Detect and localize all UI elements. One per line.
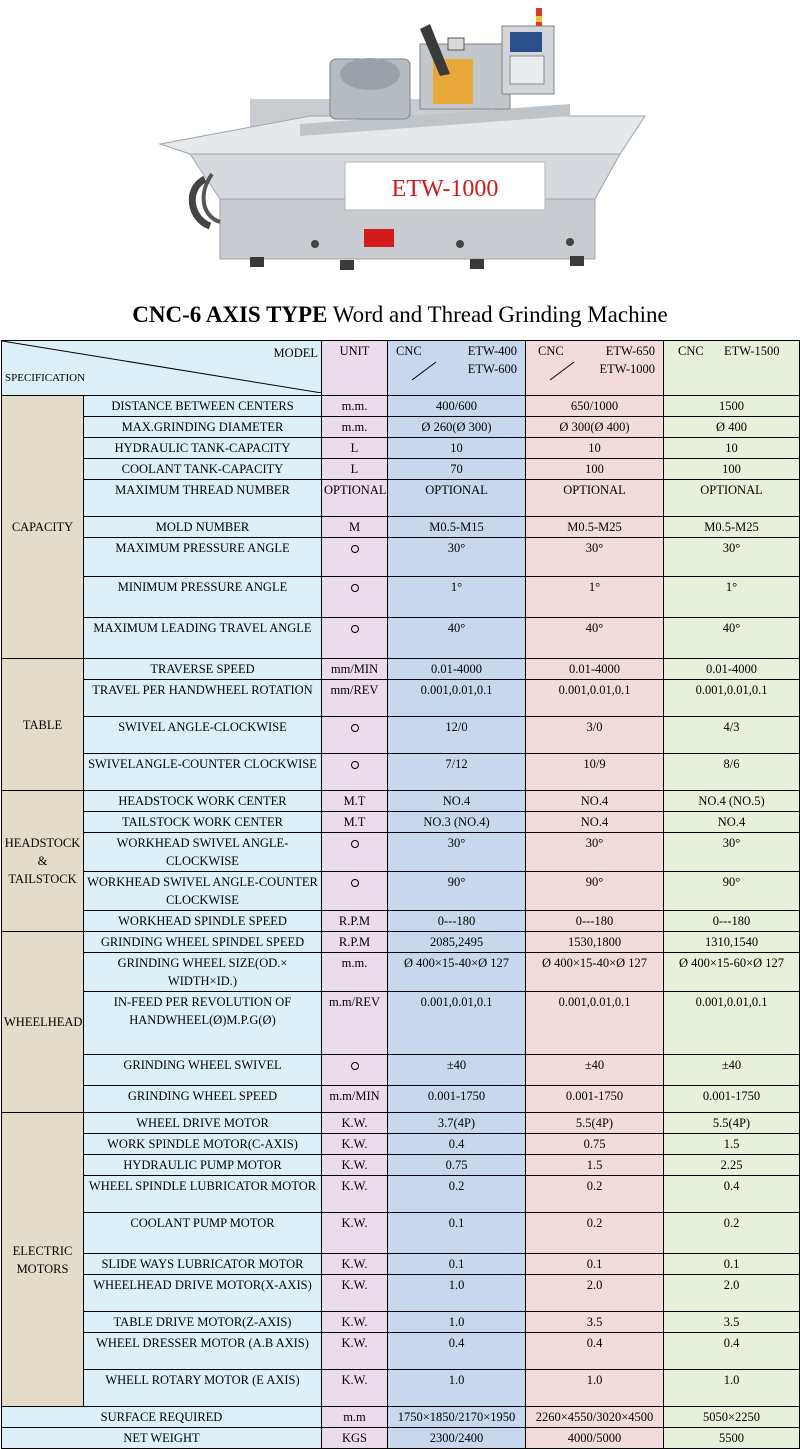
value-cell: 0.001,0.01,0.1 xyxy=(664,680,800,717)
value-cell: 100 xyxy=(664,459,800,480)
spec-item: TAILSTOCK WORK CENTER xyxy=(84,812,322,833)
unit-cell xyxy=(322,754,388,791)
value-cell: ±40 xyxy=(388,1055,526,1086)
model-3-header xyxy=(664,341,800,396)
unit-cell: K.W. xyxy=(322,1155,388,1176)
value-cell: 0.01-4000 xyxy=(664,659,800,680)
value-cell: 0.75 xyxy=(388,1155,526,1176)
title-bold: CNC-6 AXIS TYPE xyxy=(132,302,328,327)
table-row xyxy=(2,459,800,480)
value-cell: 100 xyxy=(526,459,664,480)
value-cell: 650/1000 xyxy=(526,396,664,417)
value-cell: 10 xyxy=(526,438,664,459)
value-cell: 7/12 xyxy=(388,754,526,791)
table-row xyxy=(2,517,800,538)
unit-cell: R.P.M xyxy=(322,932,388,953)
value-cell: 0.01-4000 xyxy=(526,659,664,680)
unit-cell: K.W. xyxy=(322,1113,388,1134)
value-cell: 1.0 xyxy=(388,1312,526,1333)
value-cell: 90° xyxy=(388,872,526,911)
spec-item: GRINDING WHEEL SWIVEL xyxy=(84,1055,322,1086)
unit-cell: mm/MIN xyxy=(322,659,388,680)
spec-item: GRINDING WHEEL SPEED xyxy=(84,1086,322,1113)
table-row xyxy=(2,396,800,417)
spec-item: WORK SPINDLE MOTOR(C-AXIS) xyxy=(84,1134,322,1155)
value-cell: 3.7(4P) xyxy=(388,1113,526,1134)
model-1-header xyxy=(388,341,526,396)
table-row xyxy=(2,1213,800,1254)
spec-item: MAXIMUM THREAD NUMBER xyxy=(84,480,322,517)
unit-cell: K.W. xyxy=(322,1134,388,1155)
table-row xyxy=(2,1155,800,1176)
value-cell: 2.25 xyxy=(664,1155,800,1176)
table-row xyxy=(2,1055,800,1086)
spec-item: WORKHEAD SPINDLE SPEED xyxy=(84,911,322,932)
value-cell: NO.4 xyxy=(388,791,526,812)
spec-item: HEADSTOCK WORK CENTER xyxy=(84,791,322,812)
spec-item: WHEEL SPINDLE LUBRICATOR MOTOR xyxy=(84,1176,322,1213)
value-cell: 90° xyxy=(664,872,800,911)
unit-cell: m.m. xyxy=(322,417,388,438)
value-cell: 1.0 xyxy=(388,1370,526,1407)
value-cell: 2300/2400 xyxy=(388,1428,526,1449)
unit-cell xyxy=(322,872,388,911)
spec-item: NET WEIGHT xyxy=(2,1428,322,1449)
table-row xyxy=(2,833,800,872)
table-row xyxy=(2,1113,800,1134)
value-cell: 1° xyxy=(388,577,526,618)
degree-circle-icon xyxy=(351,545,359,553)
value-cell: 0.01-4000 xyxy=(388,659,526,680)
value-cell: 0---180 xyxy=(526,911,664,932)
degree-circle-icon xyxy=(351,879,359,887)
value-cell: 1.0 xyxy=(526,1370,664,1407)
value-cell: 0.1 xyxy=(388,1213,526,1254)
table-row xyxy=(2,1407,800,1428)
spec-item: COOLANT TANK-CAPACITY xyxy=(84,459,322,480)
value-cell: 0.2 xyxy=(526,1213,664,1254)
value-cell: Ø 400 xyxy=(664,417,800,438)
table-row xyxy=(2,1254,800,1275)
title-rest: Word and Thread Grinding Machine xyxy=(327,302,668,327)
value-cell: 90° xyxy=(526,872,664,911)
section-label: WHEELHEAD xyxy=(2,932,84,1113)
model-name: ETW-1500 xyxy=(724,344,780,358)
value-cell: 0.001,0.01,0.1 xyxy=(388,992,526,1055)
model-name: ETW-650 xyxy=(605,344,655,358)
value-cell: 3/0 xyxy=(526,717,664,754)
value-cell: 1.0 xyxy=(664,1370,800,1407)
value-cell: ±40 xyxy=(526,1055,664,1086)
table-row xyxy=(2,1333,800,1370)
value-cell: 0.001-1750 xyxy=(526,1086,664,1113)
value-cell: 1750×1850/2170×1950 xyxy=(388,1407,526,1428)
value-cell: 12/0 xyxy=(388,717,526,754)
spec-table xyxy=(1,340,800,1449)
table-row xyxy=(2,480,800,517)
value-cell: 1530,1800 xyxy=(526,932,664,953)
value-cell: NO.4 xyxy=(664,812,800,833)
value-cell: 10 xyxy=(388,438,526,459)
table-row xyxy=(2,872,800,911)
value-cell: 30° xyxy=(388,833,526,872)
value-cell: 70 xyxy=(388,459,526,480)
spec-item: COOLANT PUMP MOTOR xyxy=(84,1213,322,1254)
unit-cell: R.P.M xyxy=(322,911,388,932)
spec-item: SURFACE REQUIRED xyxy=(2,1407,322,1428)
value-cell: 5500 xyxy=(664,1428,800,1449)
spec-item: WHELL ROTARY MOTOR (E AXIS) xyxy=(84,1370,322,1407)
value-cell: 2.0 xyxy=(664,1275,800,1312)
degree-circle-icon xyxy=(351,840,359,848)
value-cell: 0.1 xyxy=(526,1254,664,1275)
unit-cell xyxy=(322,717,388,754)
unit-cell: K.W. xyxy=(322,1275,388,1312)
unit-cell: K.W. xyxy=(322,1312,388,1333)
cnc-label: CNC xyxy=(538,344,564,358)
cnc-label: CNC xyxy=(678,344,704,358)
unit-cell: K.W. xyxy=(322,1254,388,1275)
value-cell: 40° xyxy=(388,618,526,659)
table-row xyxy=(2,538,800,577)
unit-cell xyxy=(322,1055,388,1086)
value-cell: 0---180 xyxy=(664,911,800,932)
degree-circle-icon xyxy=(351,625,359,633)
unit-cell: m.m. xyxy=(322,953,388,992)
unit-cell: M.T xyxy=(322,791,388,812)
value-cell: 30° xyxy=(664,833,800,872)
spec-item: MAXIMUM LEADING TRAVEL ANGLE xyxy=(84,618,322,659)
value-cell: 30° xyxy=(388,538,526,577)
table-row xyxy=(2,1275,800,1312)
spec-item: SWIVELANGLE-COUNTER CLOCKWISE xyxy=(84,754,322,791)
value-cell: M0.5-M25 xyxy=(664,517,800,538)
unit-cell: m.m xyxy=(322,1407,388,1428)
value-cell: 30° xyxy=(526,538,664,577)
unit-cell: m.m/MIN xyxy=(322,1086,388,1113)
value-cell: 0.001,0.01,0.1 xyxy=(388,680,526,717)
header-row xyxy=(2,341,800,396)
value-cell: Ø 260(Ø 300) xyxy=(388,417,526,438)
degree-circle-icon xyxy=(351,584,359,592)
spec-item: MINIMUM PRESSURE ANGLE xyxy=(84,577,322,618)
table-row xyxy=(2,1086,800,1113)
value-cell: Ø 400×15-60×Ø 127 xyxy=(664,953,800,992)
value-cell: NO.3 (NO.4) xyxy=(388,812,526,833)
table-row xyxy=(2,992,800,1055)
value-cell: M0.5-M15 xyxy=(388,517,526,538)
value-cell: Ø 400×15-40×Ø 127 xyxy=(388,953,526,992)
unit-cell: K.W. xyxy=(322,1370,388,1407)
value-cell: 1° xyxy=(526,577,664,618)
model-name: ETW-1000 xyxy=(599,362,655,376)
table-row xyxy=(2,618,800,659)
model-label: MODEL xyxy=(273,346,318,360)
value-cell: 0.2 xyxy=(526,1176,664,1213)
table-row xyxy=(2,1312,800,1333)
unit-cell xyxy=(322,618,388,659)
value-cell: 10/9 xyxy=(526,754,664,791)
value-cell: 0.1 xyxy=(664,1254,800,1275)
degree-circle-icon xyxy=(351,761,359,769)
model-name: ETW-400 xyxy=(467,344,517,358)
value-cell: NO.4 xyxy=(526,812,664,833)
degree-circle-icon xyxy=(351,1062,359,1070)
table-row xyxy=(2,717,800,754)
value-cell: 30° xyxy=(664,538,800,577)
value-cell: 2260×4550/3020×4500 xyxy=(526,1407,664,1428)
value-cell: 0.2 xyxy=(388,1176,526,1213)
unit-cell xyxy=(322,538,388,577)
value-cell: 8/6 xyxy=(664,754,800,791)
table-row xyxy=(2,932,800,953)
value-cell: OPTIONAL xyxy=(526,480,664,517)
value-cell: 0.001,0.01,0.1 xyxy=(526,992,664,1055)
value-cell: 3.5 xyxy=(664,1312,800,1333)
model-2-header xyxy=(526,341,664,396)
machine-photo xyxy=(150,4,650,289)
spec-item: TRAVERSE SPEED xyxy=(84,659,322,680)
value-cell: 5.5(4P) xyxy=(664,1113,800,1134)
value-cell: 0.1 xyxy=(388,1254,526,1275)
value-cell: Ø 300(Ø 400) xyxy=(526,417,664,438)
value-cell: 0.2 xyxy=(664,1213,800,1254)
unit-cell: K.W. xyxy=(322,1333,388,1370)
unit-cell: K.W. xyxy=(322,1176,388,1213)
spec-item: MAXIMUM PRESSURE ANGLE xyxy=(84,538,322,577)
unit-cell: M xyxy=(322,517,388,538)
value-cell: 40° xyxy=(526,618,664,659)
spec-label: SPECIFICATION xyxy=(5,372,86,384)
value-cell: 5.5(4P) xyxy=(526,1113,664,1134)
value-cell: 0.4 xyxy=(388,1333,526,1370)
spec-item: WHEEL DRESSER MOTOR (A.B AXIS) xyxy=(84,1333,322,1370)
table-row xyxy=(2,1428,800,1449)
unit-cell: m.m/REV xyxy=(322,992,388,1055)
value-cell: 2085,2495 xyxy=(388,932,526,953)
value-cell: Ø 400×15-40×Ø 127 xyxy=(526,953,664,992)
table-row xyxy=(2,417,800,438)
value-cell: 0.4 xyxy=(526,1333,664,1370)
value-cell: OPTIONAL xyxy=(388,480,526,517)
degree-circle-icon xyxy=(351,724,359,732)
spec-item: WORKHEAD SWIVEL ANGLE-COUNTER CLOCKWISE xyxy=(84,872,322,911)
spec-item: HYDRAULIC PUMP MOTOR xyxy=(84,1155,322,1176)
value-cell: 1310,1540 xyxy=(664,932,800,953)
spec-item: MOLD NUMBER xyxy=(84,517,322,538)
value-cell: 4/3 xyxy=(664,717,800,754)
value-cell: 40° xyxy=(664,618,800,659)
cnc-label: CNC xyxy=(396,344,422,358)
table-row xyxy=(2,754,800,791)
section-label: TABLE xyxy=(2,659,84,791)
spec-item: TABLE DRIVE MOTOR(Z-AXIS) xyxy=(84,1312,322,1333)
spec-item: MAX.GRINDING DIAMETER xyxy=(84,417,322,438)
spec-item: WORKHEAD SWIVEL ANGLE-CLOCKWISE xyxy=(84,833,322,872)
spec-item: SWIVEL ANGLE-CLOCKWISE xyxy=(84,717,322,754)
table-row xyxy=(2,812,800,833)
value-cell: 1° xyxy=(664,577,800,618)
unit-cell xyxy=(322,577,388,618)
value-cell: NO.4 xyxy=(526,791,664,812)
table-row xyxy=(2,659,800,680)
value-cell: 0.75 xyxy=(526,1134,664,1155)
table-row xyxy=(2,1370,800,1407)
spec-item: GRINDING WHEEL SIZE(OD.× WIDTH×ID.) xyxy=(84,953,322,992)
section-label: HEADSTOCK & TAILSTOCK xyxy=(2,791,84,932)
unit-cell: L xyxy=(322,438,388,459)
value-cell: 5050×2250 xyxy=(664,1407,800,1428)
value-cell: OPTIONAL xyxy=(664,480,800,517)
value-cell: 3.5 xyxy=(526,1312,664,1333)
spec-item: WHEEL DRIVE MOTOR xyxy=(84,1113,322,1134)
value-cell: 0.001-1750 xyxy=(388,1086,526,1113)
value-cell: 1500 xyxy=(664,396,800,417)
table-row xyxy=(2,953,800,992)
unit-cell: OPTIONAL xyxy=(322,480,388,517)
unit-cell: mm/REV xyxy=(322,680,388,717)
unit-cell: K.W. xyxy=(322,1213,388,1254)
value-cell: 0.4 xyxy=(664,1333,800,1370)
value-cell: 0.001-1750 xyxy=(664,1086,800,1113)
spec-item: SLIDE WAYS LUBRICATOR MOTOR xyxy=(84,1254,322,1275)
table-row xyxy=(2,438,800,459)
model-name: ETW-600 xyxy=(467,362,517,376)
spec-item: TRAVEL PER HANDWHEEL ROTATION xyxy=(84,680,322,717)
page-title xyxy=(0,298,800,332)
table-row xyxy=(2,680,800,717)
value-cell: NO.4 (NO.5) xyxy=(664,791,800,812)
value-cell: M0.5-M25 xyxy=(526,517,664,538)
table-row xyxy=(2,791,800,812)
value-cell: 1.5 xyxy=(664,1134,800,1155)
value-cell: 0.001,0.01,0.1 xyxy=(526,680,664,717)
photo-label: ETW-1000 xyxy=(391,176,499,202)
unit-cell: KGS xyxy=(322,1428,388,1449)
corner-cell xyxy=(2,341,322,396)
spec-item: GRINDING WHEEL SPINDEL SPEED xyxy=(84,932,322,953)
table-row xyxy=(2,577,800,618)
table-row xyxy=(2,1176,800,1213)
spec-item: WHEELHEAD DRIVE MOTOR(X-AXIS) xyxy=(84,1275,322,1312)
value-cell: 400/600 xyxy=(388,396,526,417)
value-cell: 4000/5000 xyxy=(526,1428,664,1449)
unit-cell: m.m. xyxy=(322,396,388,417)
spec-item: IN-FEED PER REVOLUTION OF HANDWHEEL(Ø)M.P.G(Ø) xyxy=(84,992,322,1055)
value-cell: ±40 xyxy=(664,1055,800,1086)
value-cell: 0.4 xyxy=(388,1134,526,1155)
unit-header: UNIT xyxy=(322,341,388,396)
value-cell: 30° xyxy=(526,833,664,872)
unit-cell xyxy=(322,833,388,872)
unit-cell: L xyxy=(322,459,388,480)
value-cell: 0.4 xyxy=(664,1176,800,1213)
value-cell: 10 xyxy=(664,438,800,459)
table-row xyxy=(2,911,800,932)
value-cell: 1.0 xyxy=(388,1275,526,1312)
spec-item: HYDRAULIC TANK-CAPACITY xyxy=(84,438,322,459)
value-cell: 0.001,0.01,0.1 xyxy=(664,992,800,1055)
table-row xyxy=(2,1134,800,1155)
unit-cell: M.T xyxy=(322,812,388,833)
value-cell: 2.0 xyxy=(526,1275,664,1312)
spec-item: DISTANCE BETWEEN CENTERS xyxy=(84,396,322,417)
section-label: ELECTRIC MOTORS xyxy=(2,1113,84,1407)
section-label: CAPACITY xyxy=(2,396,84,659)
value-cell: 1.5 xyxy=(526,1155,664,1176)
value-cell: 0---180 xyxy=(388,911,526,932)
